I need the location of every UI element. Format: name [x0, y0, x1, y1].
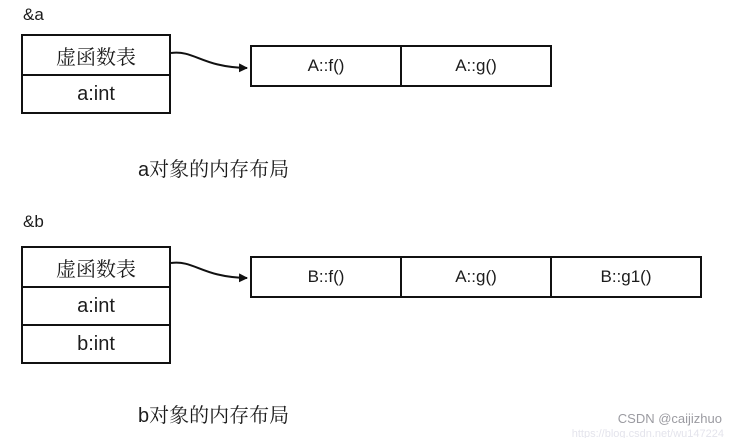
object-b-box — [21, 246, 171, 364]
watermark-url: https://blog.csdn.net/wu147224 — [571, 428, 724, 438]
pointer-label-b: &b — [23, 212, 44, 231]
watermark-handle: CSDN @caijizhuo — [617, 411, 722, 426]
vtable-b — [250, 256, 702, 298]
object-b-member-b-row: b:int — [23, 324, 169, 362]
vtable-b-cell-0: B::f() — [307, 267, 345, 286]
object-a-box — [21, 34, 171, 114]
vtable-a — [250, 45, 552, 87]
arrowhead-right-icon — [171, 53, 247, 68]
caption-a: a对象的内存布局 — [138, 159, 290, 181]
object-b-member-a-row: a:int — [23, 286, 169, 324]
arrowhead-right-icon — [171, 263, 247, 278]
caption-b: b对象的内存布局 — [138, 405, 290, 427]
vtable-a-cell-1: A::g() — [400, 47, 550, 85]
vtable-b-cell-2: B::g1() — [550, 258, 700, 296]
vtable-b-cell-1: A::g() — [400, 258, 550, 296]
pointer-label-a: &a — [23, 5, 44, 24]
pointer-arrow-b — [165, 250, 260, 290]
object-a-member-row: a:int — [23, 74, 169, 112]
pointer-arrow-a — [165, 40, 260, 80]
object-a-vptr-row: 虚函数表 — [56, 46, 136, 69]
vtable-a-cell-0: A::f() — [307, 56, 345, 75]
object-b-vptr-row: 虚函数表 — [56, 258, 136, 281]
